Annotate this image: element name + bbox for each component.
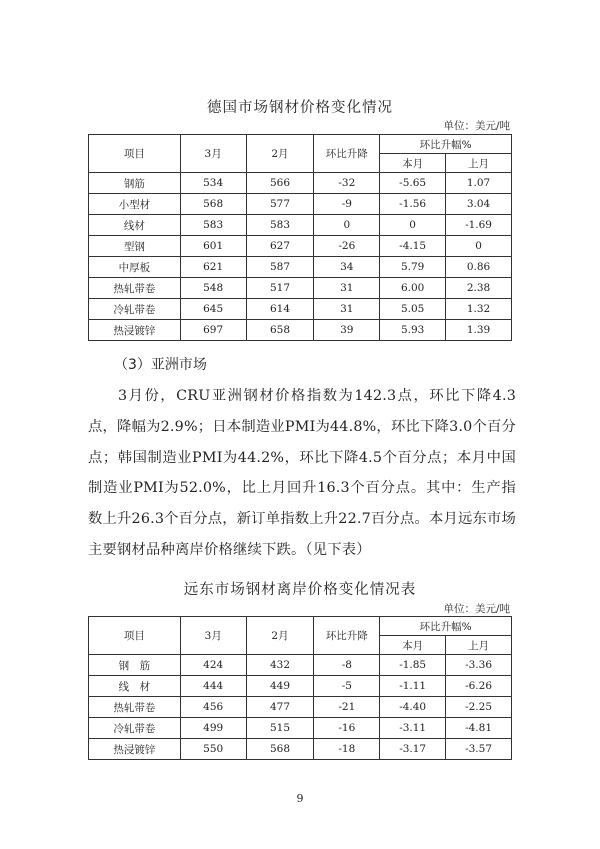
page-number: 9 <box>296 792 304 805</box>
table-row <box>89 676 512 697</box>
cell: 627 <box>246 236 314 257</box>
germany-table-title: 德国市场钢材价格变化情况 <box>207 100 393 116</box>
cell: 5.93 <box>380 320 446 341</box>
cell: 1.07 <box>446 173 512 194</box>
cell: 515 <box>246 718 314 739</box>
table-row <box>89 320 512 341</box>
table-row <box>89 236 512 257</box>
cell: -5 <box>314 676 380 697</box>
cell: 587 <box>246 257 314 278</box>
cell: 3.04 <box>446 194 512 215</box>
cell: 线材 <box>89 215 181 236</box>
cell: -6.26 <box>446 676 512 697</box>
cell: -5.65 <box>380 173 446 194</box>
header-last-month: 上月 <box>446 636 512 655</box>
header-feb: 2月 <box>246 617 314 655</box>
table-row <box>89 257 512 278</box>
cell: 冷轧带卷 <box>89 299 181 320</box>
cell: 550 <box>180 739 246 760</box>
cell: 583 <box>246 215 314 236</box>
cell: 中厚板 <box>89 257 181 278</box>
header-march: 3月 <box>180 135 246 173</box>
header-march: 3月 <box>180 617 246 655</box>
cell: 小型材 <box>89 194 181 215</box>
cell: 热浸镀锌 <box>89 320 181 341</box>
cell: 31 <box>314 278 380 299</box>
header-mom-pct: 环比升幅% <box>380 135 512 154</box>
table-row <box>89 194 512 215</box>
cell: -9 <box>314 194 380 215</box>
cell: 热轧带卷 <box>89 278 181 299</box>
cell: 冷轧带卷 <box>89 718 181 739</box>
cell: -1.69 <box>446 215 512 236</box>
cell: 621 <box>180 257 246 278</box>
asia-market-paragraph <box>88 381 516 566</box>
cell: 钢筋 <box>89 173 181 194</box>
cell: 568 <box>246 739 314 760</box>
cell: -4.81 <box>446 718 512 739</box>
header-mom-pct: 环比升幅% <box>380 617 512 636</box>
germany-unit-label: 单位：美元/吨 <box>443 120 510 132</box>
cell: -3.57 <box>446 739 512 760</box>
fareast-table-title: 远东市场钢材离岸价格变化情况表 <box>183 582 417 598</box>
cell: 6.00 <box>380 278 446 299</box>
cell: -8 <box>314 655 380 676</box>
cell: -18 <box>314 739 380 760</box>
cell: 449 <box>246 676 314 697</box>
cell: 热浸镀锌 <box>89 739 181 760</box>
cell: 0 <box>314 215 380 236</box>
cell: -16 <box>314 718 380 739</box>
cell: 1.39 <box>446 320 512 341</box>
cell: 0 <box>446 236 512 257</box>
header-this-month: 本月 <box>380 636 446 655</box>
cell: 2.38 <box>446 278 512 299</box>
table-row <box>89 299 512 320</box>
cell: 601 <box>180 236 246 257</box>
cell: 31 <box>314 299 380 320</box>
cell: 0 <box>380 215 446 236</box>
cell: -4.40 <box>380 697 446 718</box>
table-row <box>89 278 512 299</box>
cell: 534 <box>180 173 246 194</box>
cell: 614 <box>246 299 314 320</box>
cell: 39 <box>314 320 380 341</box>
table-row <box>89 718 512 739</box>
header-this-month: 本月 <box>380 154 446 173</box>
header-feb: 2月 <box>246 135 314 173</box>
cell: 线 材 <box>89 676 181 697</box>
header-last-month: 上月 <box>446 154 512 173</box>
header-mom-rise: 环比升降 <box>314 135 380 173</box>
cell: -1.56 <box>380 194 446 215</box>
cell: -26 <box>314 236 380 257</box>
cell: 517 <box>246 278 314 299</box>
cell: -3.11 <box>380 718 446 739</box>
cell: 577 <box>246 194 314 215</box>
cell: 697 <box>180 320 246 341</box>
cell: -21 <box>314 697 380 718</box>
cell: 0.86 <box>446 257 512 278</box>
table-row <box>89 655 512 676</box>
fareast-unit-label: 单位：美元/吨 <box>443 603 510 615</box>
table-row <box>89 697 512 718</box>
cell: 型钢 <box>89 236 181 257</box>
cell: 34 <box>314 257 380 278</box>
fareast-price-table <box>88 616 512 760</box>
table-row <box>89 739 512 760</box>
paragraph-text: 3月份，CRU亚洲钢材价格指数为142.3点，环比下降4.3点，降幅为2.9%；日本制造业PMI为44.8%，环比下降3.0个百分点；韩国制造业PMI为44.2%，环比下降4.5个百分点；本月中国制造业PMI为52.0%，比上月回升16.3个百分点。其中：生产指数上升26.3个百分点，新订单指数上升22.7百分点。本月远东市场主要钢材品种离岸价格继续下跌。（见下表） <box>88 388 516 558</box>
asia-market-heading: （3）亚洲市场 <box>114 357 207 373</box>
cell: 热轧带卷 <box>89 697 181 718</box>
table-row <box>89 215 512 236</box>
cell: -3.17 <box>380 739 446 760</box>
cell: 548 <box>180 278 246 299</box>
cell: 477 <box>246 697 314 718</box>
cell: 424 <box>180 655 246 676</box>
cell: 1.32 <box>446 299 512 320</box>
header-item: 项目 <box>89 135 181 173</box>
cell: 432 <box>246 655 314 676</box>
cell: 566 <box>246 173 314 194</box>
cell: 658 <box>246 320 314 341</box>
cell: -1.85 <box>380 655 446 676</box>
cell: 645 <box>180 299 246 320</box>
germany-price-table <box>88 134 512 341</box>
cell: 444 <box>180 676 246 697</box>
header-mom-rise: 环比升降 <box>314 617 380 655</box>
cell: 钢 筋 <box>89 655 181 676</box>
cell: 5.79 <box>380 257 446 278</box>
cell: 499 <box>180 718 246 739</box>
cell: 456 <box>180 697 246 718</box>
cell: 568 <box>180 194 246 215</box>
cell: 5.05 <box>380 299 446 320</box>
cell: -3.36 <box>446 655 512 676</box>
cell: -2.25 <box>446 697 512 718</box>
table-row <box>89 173 512 194</box>
cell: -4.15 <box>380 236 446 257</box>
cell: -1.11 <box>380 676 446 697</box>
header-item: 项目 <box>89 617 181 655</box>
cell: -32 <box>314 173 380 194</box>
cell: 583 <box>180 215 246 236</box>
